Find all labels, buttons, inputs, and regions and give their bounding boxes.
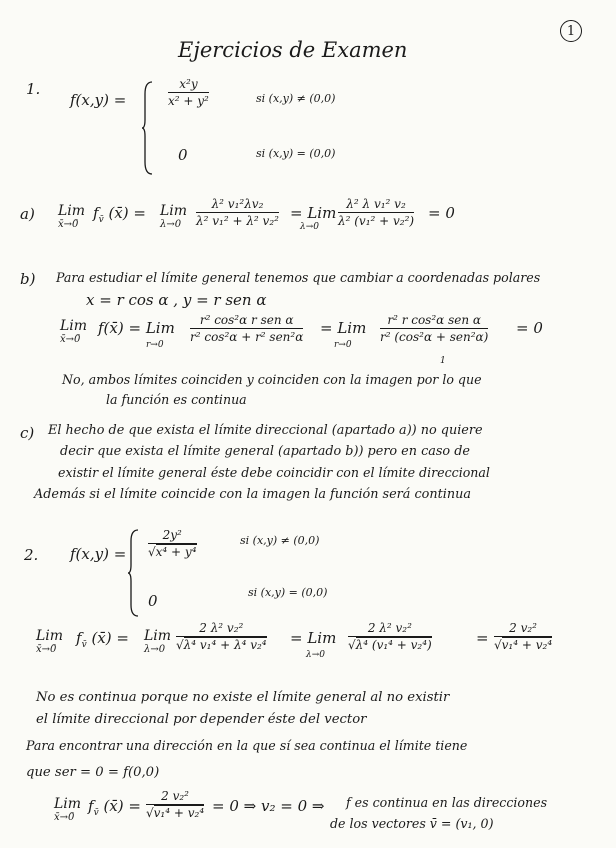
part-b-line-4: la función es continua — [106, 392, 247, 407]
exercise-2-line-1: No es continua porque no existe el límite general al no existir — [36, 690, 450, 705]
exercise-2-final-fraction — [146, 788, 204, 821]
part-b-line-2: x = r cos α , y = r sen α — [86, 291, 267, 309]
fraction-denominator: r² (cos²α + sen²α) — [380, 330, 489, 344]
exercise-2-case1-condition: si (x,y) ≠ (0,0) — [240, 534, 320, 547]
fraction-numerator: r² cos²α r sen α — [199, 313, 294, 327]
exercise-2-case2-value: 0 — [148, 592, 158, 610]
exercise-1-case2-value: 0 — [178, 146, 188, 164]
fraction-denominator: r² cos²α + r² sen²α — [190, 330, 304, 344]
fraction-numerator: 2 λ² v₂² — [367, 621, 412, 635]
limit-subscript: λ→0 — [144, 644, 166, 655]
fraction-numerator: 2 λ² v₂² — [199, 621, 244, 635]
limit-word: Lim — [36, 628, 64, 644]
limit-subscript: x̄→0̄ — [54, 812, 75, 823]
sqrt-content: v₁⁴ + v₂⁴ — [153, 806, 205, 820]
fv-argument: (x̄) = — [108, 204, 146, 222]
exercise-2-function: f(x,y) = — [70, 545, 127, 563]
fraction-numerator: 2 v₂² — [161, 789, 189, 803]
part-a-fraction-1 — [196, 196, 279, 229]
exercise-2-eq3: = — [476, 629, 489, 647]
limit-word: Lim — [60, 318, 88, 334]
part-c-line-1: El hecho de que exista el límite direccional (apartado a)) no quiere — [48, 423, 483, 438]
part-c-line-2: decir que exista el límite general (apartado b)) pero en caso de — [60, 444, 470, 459]
part-b-label: b) — [20, 270, 36, 288]
exercise-1-function: f(x,y) = — [70, 91, 127, 109]
sqrt-content: λ⁴ v₁⁴ + λ⁴ v₂⁴ — [183, 638, 267, 652]
exercise-2-line-2: el límite direccional por depender éste del vector — [36, 712, 367, 727]
exercise-2-brace — [128, 528, 140, 618]
exercise-2-conclusion-1: f es continua en las direcciones — [346, 795, 548, 810]
part-c-label: c) — [20, 424, 35, 442]
fv-subscript: v̄ — [81, 640, 87, 650]
limit-word: Lim — [160, 203, 188, 219]
exercise-2-final-fv — [88, 797, 141, 818]
page-number-badge: 1 — [560, 20, 582, 42]
fraction-denominator: λ² (v₁² + v₂²) — [338, 214, 415, 228]
exercise-2-limit-3-sub: λ→0 — [306, 650, 325, 660]
sqrt-content: x⁴ + y⁴ — [155, 545, 197, 559]
exercise-2-line-4: que ser = 0 = f(0,0) — [26, 765, 160, 780]
exercise-2-fraction-3 — [494, 620, 552, 653]
fv-symbol: f — [76, 629, 82, 647]
part-b-line-3: No, ambos límites coinciden y coinciden con la imagen por lo que — [62, 372, 482, 387]
exercise-2-line-3: Para encontrar una dirección en la que sí sea continua el límite tiene — [26, 738, 468, 753]
part-a-label: a) — [20, 205, 35, 223]
exercise-2-fraction-2 — [348, 620, 432, 653]
part-a-result: = 0 — [428, 204, 455, 222]
exercise-2-number: 2. — [24, 546, 39, 564]
part-c-line-3: existir el límite general éste debe coincidir con el límite direccional — [58, 465, 490, 480]
fraction-numerator: 2 v₂² — [509, 621, 537, 635]
part-a-fraction-2 — [338, 196, 414, 229]
limit-word: Lim — [58, 203, 86, 219]
part-b-limit — [60, 318, 87, 346]
fraction-denominator: √λ⁴ (v₁⁴ + v₂⁴) — [348, 638, 432, 652]
exercise-2-case1-fraction — [148, 527, 197, 560]
exercise-1-case1-condition: si (x,y) ≠ (0,0) — [256, 92, 336, 105]
limit-subscript: λ→0 — [160, 219, 182, 230]
fraction-denominator: √λ⁴ v₁⁴ + λ⁴ v₂⁴ — [176, 638, 267, 652]
exercise-2-limit — [36, 628, 63, 656]
part-b-eq2: = Lim — [320, 319, 367, 337]
fv-symbol: f — [88, 797, 94, 815]
fraction-numerator: r² r cos²α sen α — [387, 313, 481, 327]
part-b-underbrace-one: 1 — [440, 356, 446, 366]
fraction-denominator: √v₁⁴ + v₂⁴ — [146, 806, 205, 820]
exercise-1-case1-fraction — [168, 76, 209, 109]
exercise-2-implication: = 0 ⇒ v₂ = 0 ⇒ — [212, 797, 325, 815]
exercise-2-final-limit — [54, 796, 81, 824]
fraction-numerator: x²y — [179, 77, 198, 91]
fv-argument: (x̄) = — [91, 629, 129, 647]
page-title: Ejercicios de Examen — [178, 38, 408, 62]
part-b-limit-3-sub: r→0 — [334, 340, 352, 350]
exercise-2-case2-condition: si (x,y) = (0,0) — [248, 586, 328, 599]
exercise-2-fv — [76, 629, 129, 650]
exercise-2-fraction-1 — [176, 620, 267, 653]
part-b-result: = 0 — [516, 319, 543, 337]
sqrt-content: λ⁴ (v₁⁴ + v₂⁴) — [355, 638, 432, 652]
part-a-fv — [93, 204, 146, 225]
exercise-2-eq2: = Lim — [290, 629, 337, 647]
part-a-limit-3-sub: λ→0 — [300, 222, 319, 232]
fraction-denominator: √x⁴ + y⁴ — [148, 545, 197, 559]
part-b-fraction-2 — [380, 312, 488, 345]
fv-argument: (x̄) = — [103, 797, 141, 815]
limit-subscript: x̄→0̄ — [36, 644, 57, 655]
fraction-numerator: λ² λ v₁² v₂ — [346, 197, 406, 211]
fraction-denominator: x² + y² — [168, 94, 209, 108]
exercise-1-brace — [142, 80, 154, 176]
fraction-numerator: λ² v₁²λv₂ — [211, 197, 264, 211]
part-b-f: f(x̄) = Lim — [98, 319, 175, 337]
part-a-limit-2 — [160, 203, 187, 231]
fv-subscript: v̄ — [93, 808, 99, 818]
fv-symbol: f — [93, 204, 99, 222]
limit-word: Lim — [54, 796, 82, 812]
part-a-limit — [58, 203, 85, 231]
fraction-denominator: √v₁⁴ + v₂⁴ — [494, 638, 553, 652]
exercise-1-case2-condition: si (x,y) = (0,0) — [256, 147, 336, 160]
part-b-line-1: Para estudiar el límite general tenemos que cambiar a coordenadas polares — [56, 270, 541, 285]
part-b-fraction-1 — [190, 312, 303, 345]
part-c-line-4: Además si el límite coincide con la imagen la función será continua — [34, 487, 471, 502]
part-a-eq2: = Lim — [290, 204, 337, 222]
exercise-1-number: 1. — [26, 80, 41, 98]
exercise-2-conclusion-2: de los vectores v̄ = (v₁, 0) — [330, 816, 494, 831]
exercise-2-limit-2 — [144, 628, 171, 656]
fraction-numerator: 2y² — [162, 528, 182, 542]
sqrt-content: v₁⁴ + v₂⁴ — [501, 638, 553, 652]
limit-word: Lim — [144, 628, 172, 644]
fraction-denominator: λ² v₁² + λ² v₂² — [196, 214, 279, 228]
limit-subscript: x̄→0̄ — [60, 334, 81, 345]
fv-subscript: v̄ — [98, 215, 104, 225]
limit-subscript: x̄→0̄ — [58, 219, 79, 230]
part-b-limit-2-sub: r→0 — [146, 340, 164, 350]
